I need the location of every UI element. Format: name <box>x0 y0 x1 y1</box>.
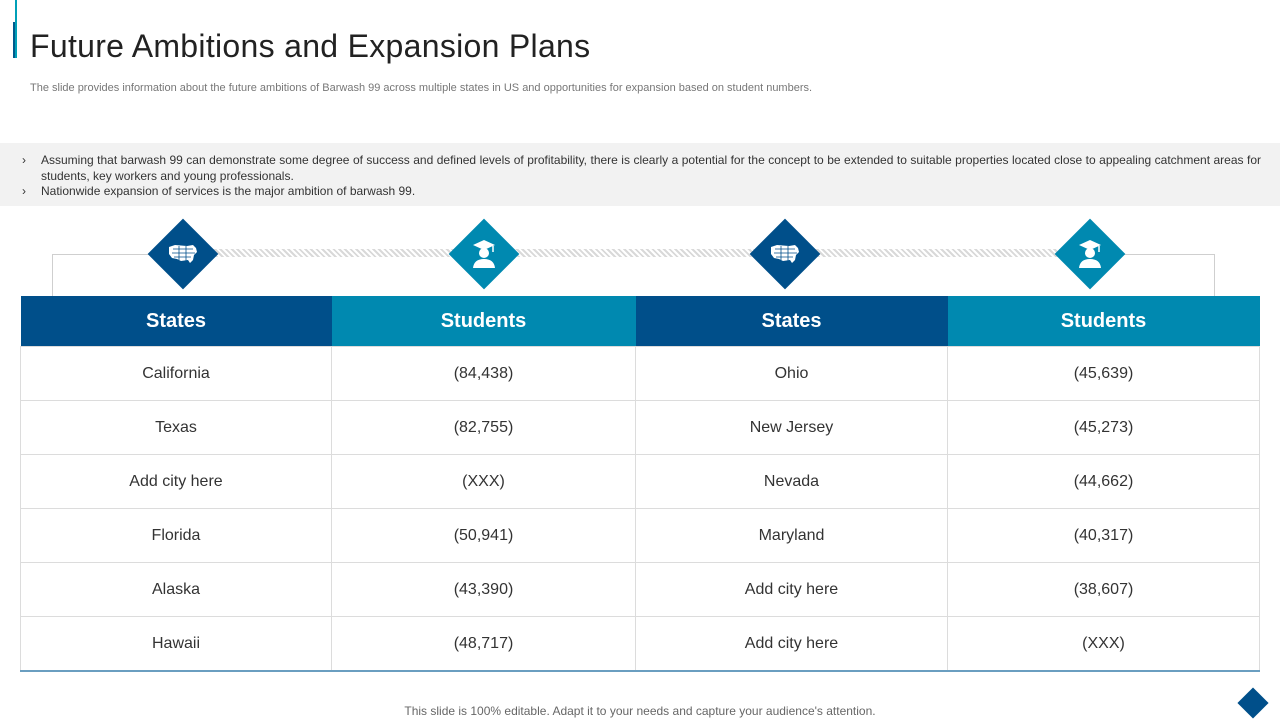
connector-left <box>52 254 153 296</box>
page-title: Future Ambitions and Expansion Plans <box>30 28 591 64</box>
table-row <box>21 455 1260 509</box>
table-row <box>21 617 1260 672</box>
students-cell: (82,755) <box>332 401 636 455</box>
header-states: States <box>21 296 332 347</box>
table-row <box>21 401 1260 455</box>
state-cell: Hawaii <box>21 617 332 672</box>
header-states: States <box>636 296 948 347</box>
usa-map-icon <box>163 234 203 274</box>
students-cell: (38,607) <box>948 563 1260 617</box>
title-accent-bar-dark <box>13 22 15 58</box>
bullet-text: Assuming that barwash 99 can demonstrate some degree of success and defined levels of profitability, there is clearly a potential for the concept to be extended to suitable properties located close to appealing catchment areas for students, key workers and young professionals. <box>41 153 1261 183</box>
footer-note: This slide is 100% editable. Adapt it to your needs and capture your audience's attention. <box>404 704 876 718</box>
usa-map-icon <box>765 234 805 274</box>
graduate-student-icon <box>1070 234 1110 274</box>
state-cell: California <box>21 347 332 401</box>
bullet-marker: › <box>22 153 26 167</box>
state-cell: New Jersey <box>636 401 948 455</box>
state-cell: Nevada <box>636 455 948 509</box>
state-cell: Florida <box>21 509 332 563</box>
hatch-divider <box>812 249 1062 257</box>
state-cell: Add city here <box>21 455 332 509</box>
title-accent-bar <box>15 0 17 58</box>
page-subtitle: The slide provides information about the future ambitions of Barwash 99 across multiple states in US and opportunities for expansion based on student numbers. <box>30 82 813 94</box>
state-cell: Alaska <box>21 563 332 617</box>
graduate-student-icon <box>464 234 504 274</box>
state-cell: Add city here <box>636 563 948 617</box>
students-cell: (84,438) <box>332 347 636 401</box>
students-cell: (44,662) <box>948 455 1260 509</box>
students-cell: (50,941) <box>332 509 636 563</box>
table-row <box>21 509 1260 563</box>
state-cell: Maryland <box>636 509 948 563</box>
students-cell: (45,639) <box>948 347 1260 401</box>
students-cell: (45,273) <box>948 401 1260 455</box>
header-students: Students <box>332 296 636 347</box>
students-cell: (XXX) <box>332 455 636 509</box>
students-cell: (43,390) <box>332 563 636 617</box>
states-students-table <box>20 296 1260 672</box>
table-header-row <box>21 296 1260 347</box>
bullet-panel <box>0 143 1280 206</box>
bullet-text: Nationwide expansion of services is the major ambition of barwash 99. <box>41 184 416 198</box>
bullet-marker: › <box>22 184 26 198</box>
table-row <box>21 347 1260 401</box>
students-cell: (40,317) <box>948 509 1260 563</box>
state-cell: Texas <box>21 401 332 455</box>
header-students: Students <box>948 296 1260 347</box>
table-row <box>21 563 1260 617</box>
students-cell: (48,717) <box>332 617 636 672</box>
hatch-divider <box>512 249 757 257</box>
state-cell: Ohio <box>636 347 948 401</box>
hatch-divider <box>210 249 455 257</box>
state-cell: Add city here <box>636 617 948 672</box>
connector-right <box>1118 254 1215 296</box>
students-cell: (XXX) <box>948 617 1260 672</box>
